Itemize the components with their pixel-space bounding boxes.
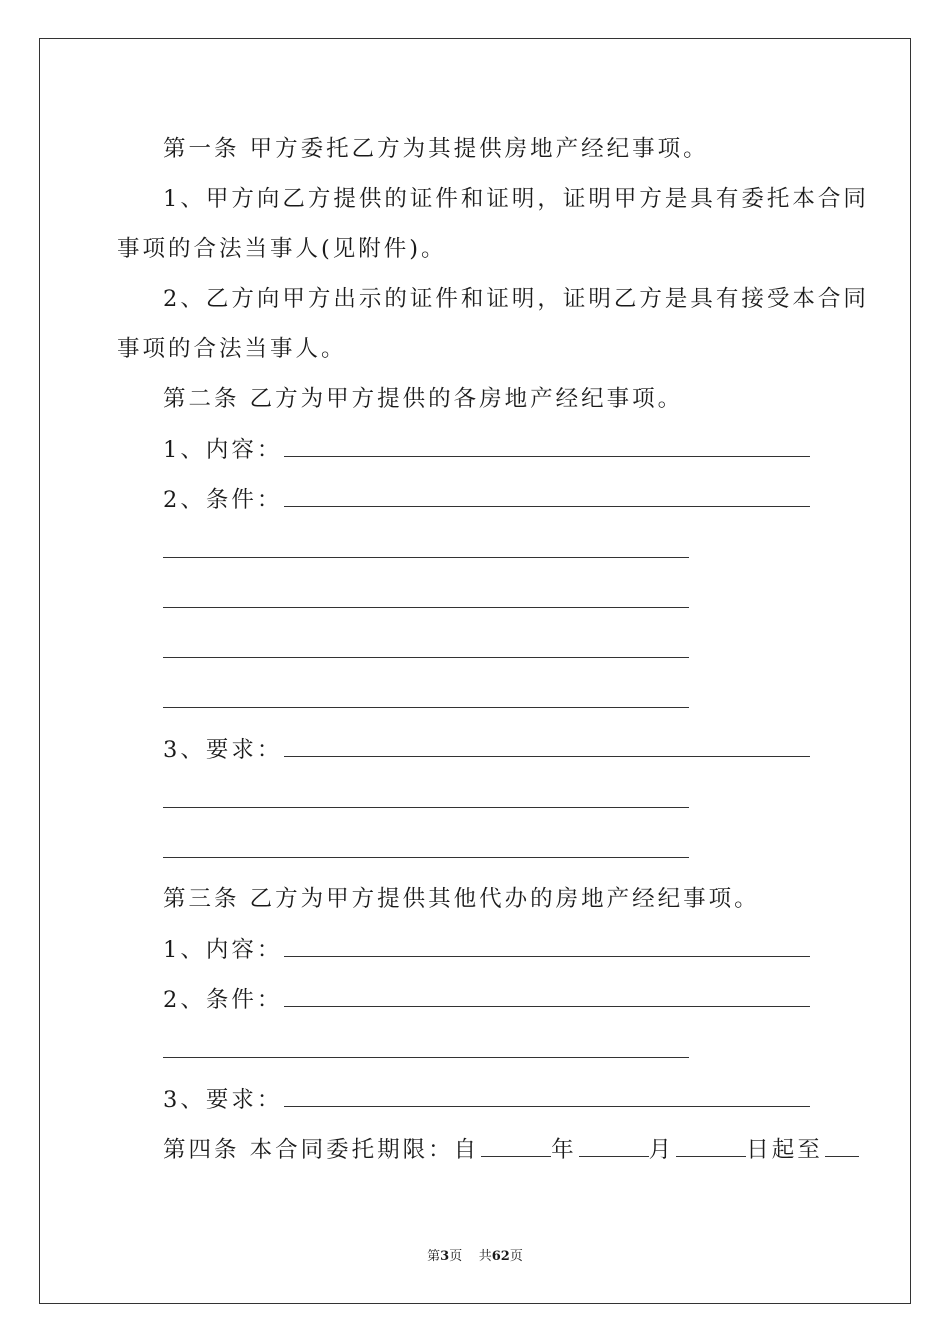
article-4-lead: 第四条 本合同委托期限：自 [163,1137,480,1163]
article-2-content-row [163,434,810,465]
article-1-item-1-line-1: 1、甲方向乙方提供的证件和证明，证明甲方是具有委托本合同 [163,186,869,212]
article-2-requirements-blank-line[interactable] [163,857,689,858]
article-2-requirements-label: 3、要求： [163,737,283,763]
article-1-title: 第一条 甲方委托乙方为其提供房地产经纪事项。 [163,136,709,162]
day-label: 日起至 [746,1137,823,1163]
start-month-blank[interactable] [579,1134,649,1157]
article-3-content-label: 1、内容： [163,937,283,963]
article-2-requirements-blank[interactable] [284,734,810,757]
article-3-conditions-row [163,984,810,1015]
article-2-content-blank[interactable] [284,434,810,457]
article-3-conditions-blank[interactable] [284,984,810,1007]
article-3-requirements-blank[interactable] [284,1084,810,1107]
end-date-blank[interactable] [825,1134,859,1157]
article-2-conditions-blank-line[interactable] [163,707,689,708]
article-2-requirements-row [163,734,810,765]
article-2-conditions-blank-line[interactable] [163,657,689,658]
article-1-item-2-line-1: 2、乙方向甲方出示的证件和证明，证明乙方是具有接受本合同 [163,286,869,312]
article-2-conditions-blank-line[interactable] [163,557,689,558]
footer-page-mid: 页 共 [449,1249,492,1264]
page-footer [0,1248,950,1266]
article-1-item-1-line-2: 事项的合法当事人(见附件)。 [117,236,447,262]
article-2-conditions-blank-line[interactable] [163,607,689,608]
article-3-content-row [163,934,810,965]
article-3-conditions-blank-line[interactable] [163,1057,689,1058]
article-2-conditions-label: 2、条件： [163,487,283,513]
footer-page-total: 62 [491,1249,510,1264]
article-3-content-blank[interactable] [284,934,810,957]
start-day-blank[interactable] [676,1134,746,1157]
start-year-blank[interactable] [481,1134,551,1157]
footer-page-number: 3 [440,1249,450,1264]
article-3-requirements-row [163,1084,810,1115]
footer-page-prefix: 第 [427,1249,441,1264]
footer-page-suffix: 页 [509,1249,523,1264]
article-2-requirements-blank-line[interactable] [163,807,689,808]
article-3-requirements-label: 3、要求： [163,1087,283,1113]
article-3-title: 第三条 乙方为甲方提供其他代办的房地产经纪事项。 [163,886,760,912]
article-2-conditions-row [163,484,810,515]
article-2-title: 第二条 乙方为甲方提供的各房地产经纪事项。 [163,386,684,412]
month-label: 月 [648,1137,675,1163]
article-2-conditions-blank[interactable] [284,484,810,507]
article-4-term-row [163,1134,859,1165]
article-2-content-label: 1、内容： [163,437,283,463]
article-1-item-2-line-2: 事项的合法当事人。 [117,336,347,362]
year-label: 年 [551,1137,577,1163]
article-3-conditions-label: 2、条件： [163,987,283,1013]
